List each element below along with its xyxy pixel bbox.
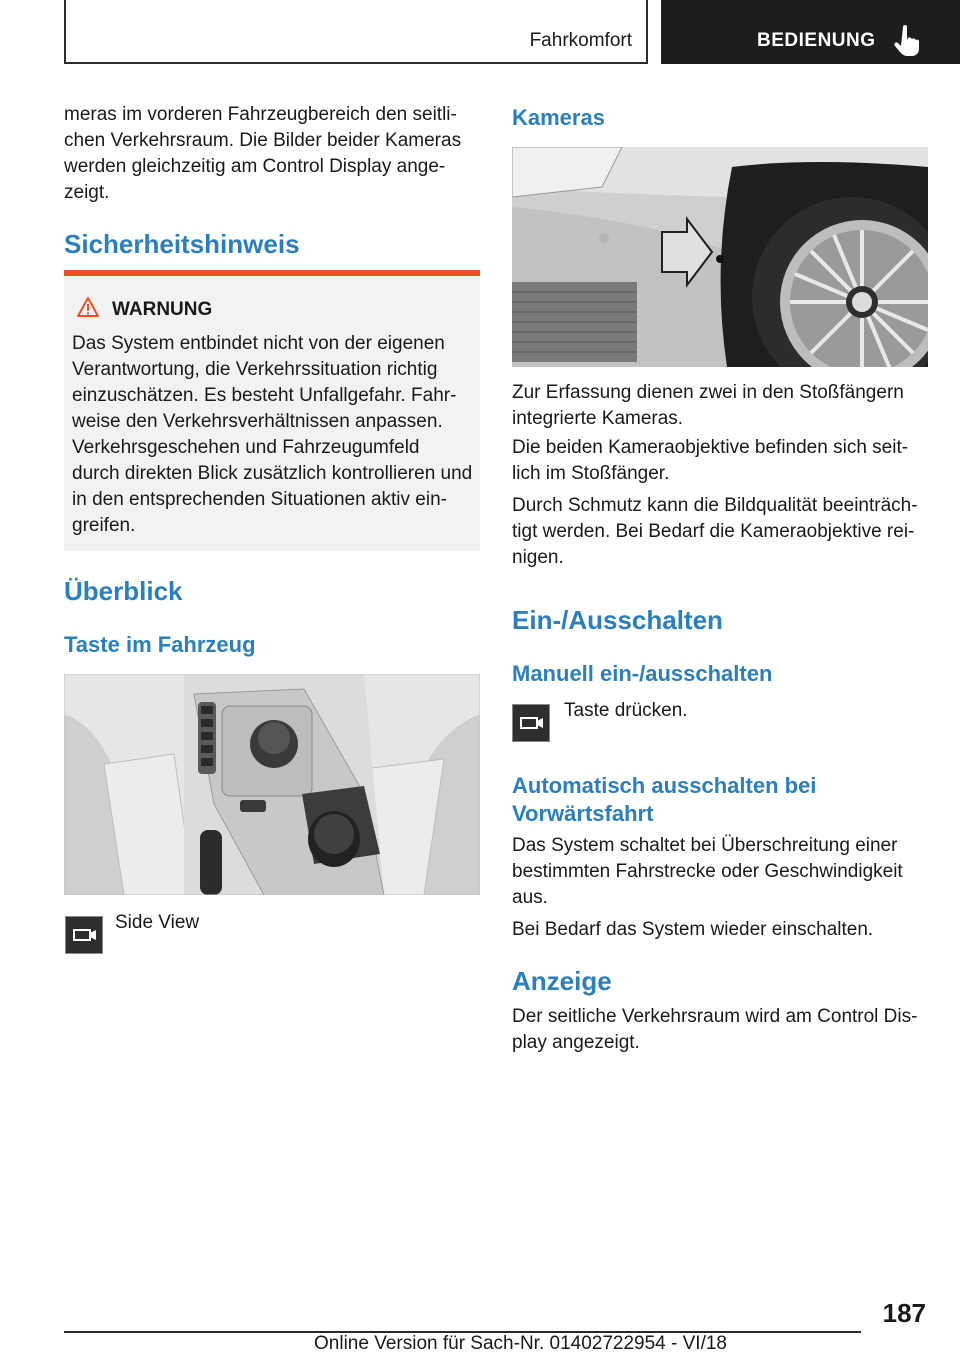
header-chapter-title: BEDIENUNG: [757, 30, 876, 51]
cameras-paragraph-2: Die beiden Kameraobjektive befinden sich seit- lich im Stoßfänger.: [512, 437, 909, 484]
bumper-camera-photo: [512, 147, 928, 367]
warning-text: Das System entbindet nicht von der eigenen Verantwortung, die Verkehrssituation richtig einzuschätzen. Es besteht Unfallgefahr. Fahr- weise den Verkehrsverhältnissen anpassen. Verkehrsgeschehen und Fahrzeugumfeld durch direkten Blick zusätzlich kontrollieren und in den entsprechenden Situationen aktiv ein- greifen.: [72, 333, 473, 536]
warning-title: WARNUNG: [112, 299, 213, 320]
cameras-paragraph-3: Durch Schmutz kann die Bildqualität beeinträch- tigt werden. Bei Bedarf die Kameraobjektive rei- nigen.: [512, 495, 918, 568]
cameras-heading: Kameras: [512, 105, 605, 130]
page-number: 187: [882, 1298, 926, 1328]
side-view-button-icon: [65, 916, 103, 954]
warning-triangle-icon: [76, 296, 100, 318]
camera-button-icon: [512, 704, 550, 742]
pointing-hand-icon: [890, 24, 924, 58]
cameras-paragraph-1: Zur Erfassung dienen zwei in den Stoßfängern integrierte Kameras.: [512, 382, 904, 429]
auto-off-heading: Automatisch ausschalten bei Vorwärtsfahrt: [512, 773, 817, 826]
on-off-heading: Ein-/Ausschalten: [512, 605, 723, 635]
center-console-photo: [64, 674, 480, 895]
auto-off-paragraph-1: Das System schaltet bei Überschreitung einer bestimmten Fahrstrecke oder Geschwindigkeit aus.: [512, 835, 903, 908]
button-in-vehicle-heading: Taste im Fahrzeug: [64, 632, 256, 657]
auto-off-paragraph-2: Bei Bedarf das System wieder einschalten.: [512, 919, 874, 940]
side-view-label: Side View: [115, 912, 200, 933]
display-heading: Anzeige: [512, 966, 612, 996]
press-button-text: Taste drücken.: [564, 700, 688, 721]
intro-paragraph: meras im vorderen Fahrzeugbereich den seitli- chen Verkehrsraum. Die Bilder beider Kameras werden gleichzeitig am Control Display ange- zeigt.: [64, 104, 462, 203]
manual-on-off-heading: Manuell ein-/ausschalten: [512, 661, 773, 686]
overview-heading: Überblick: [64, 576, 183, 606]
display-paragraph: Der seitliche Verkehrsraum wird am Control Dis- play angezeigt.: [512, 1006, 918, 1053]
header-section-title: Fahrkomfort: [529, 30, 632, 51]
footer-text: Online Version für Sach-Nr. 01402722954 - VI/18: [314, 1333, 727, 1354]
safety-heading: Sicherheitshinweis: [64, 229, 300, 259]
